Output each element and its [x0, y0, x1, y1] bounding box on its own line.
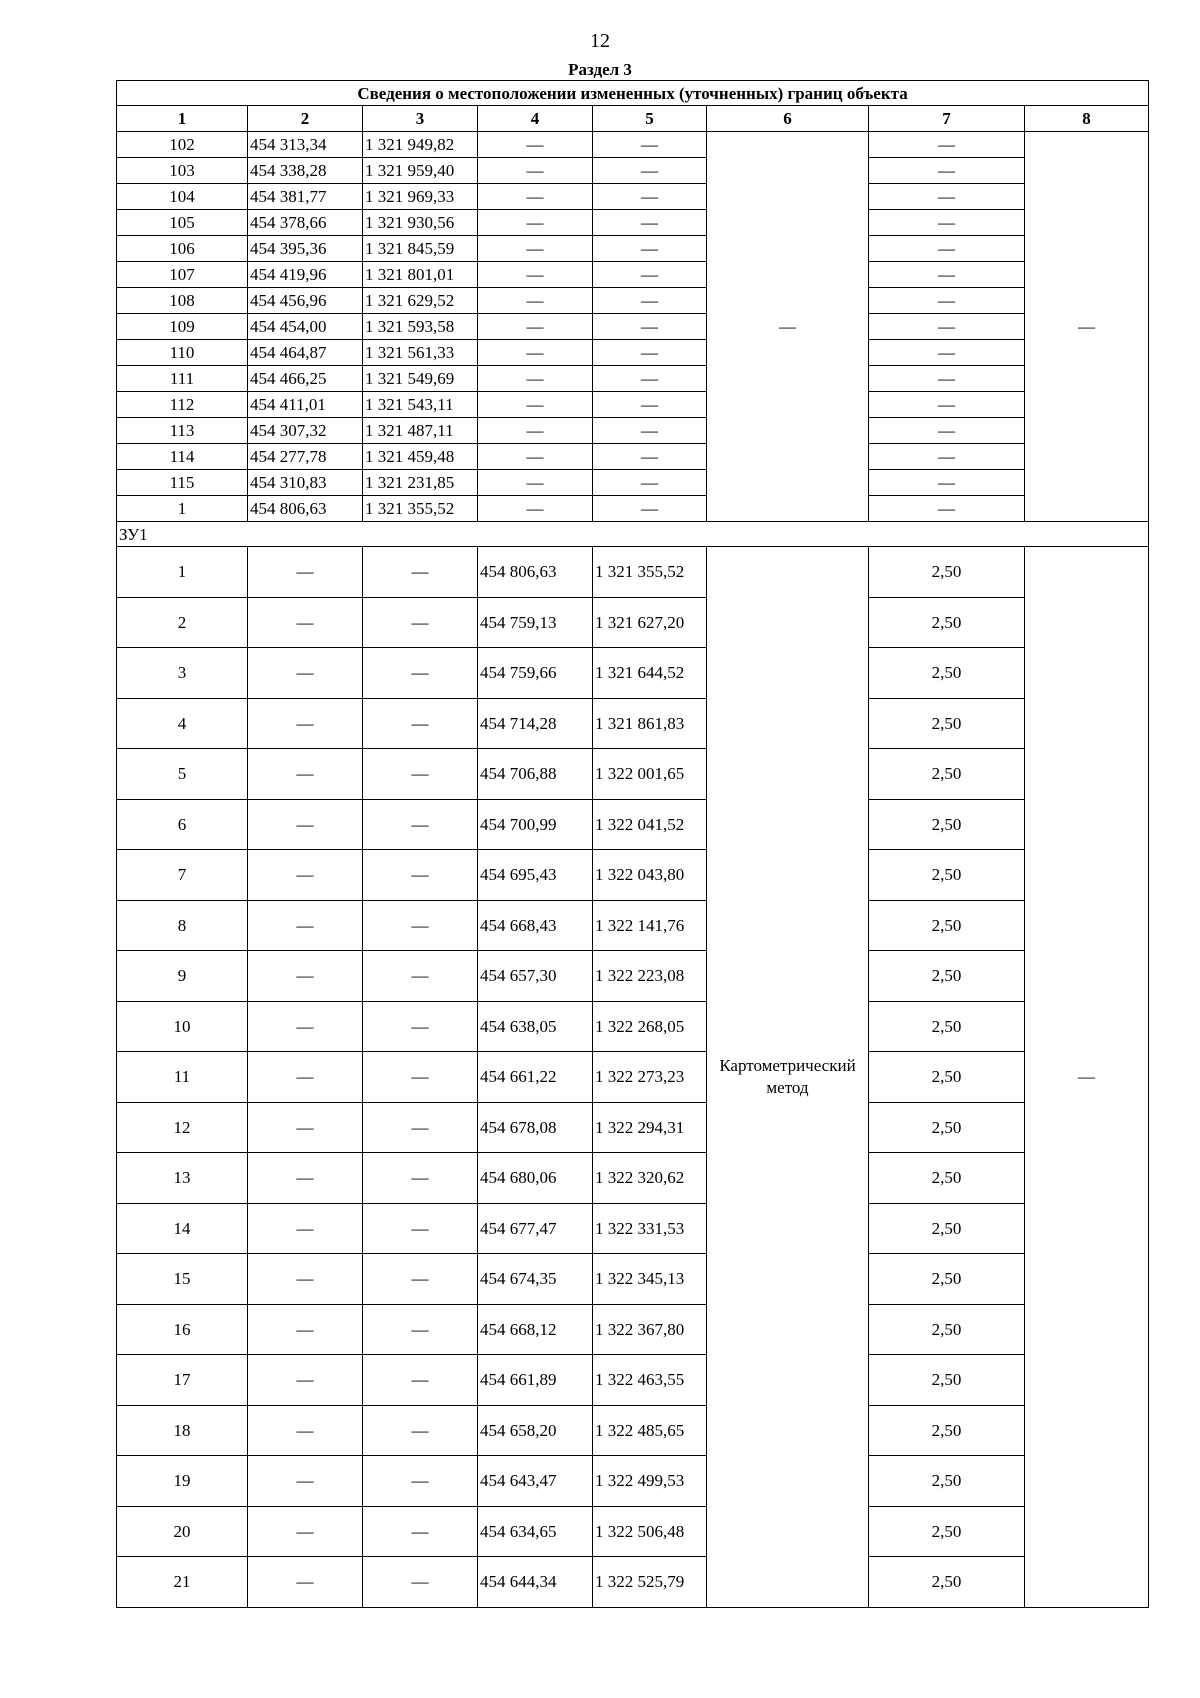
new-x-cell: 454 657,30	[478, 951, 593, 1002]
new-x-cell: 454 706,88	[478, 749, 593, 800]
new-x-cell: —	[478, 288, 593, 314]
y-coordinate-cell: —	[363, 698, 478, 749]
new-x-cell: 454 695,43	[478, 850, 593, 901]
point-number-cell: 9	[117, 951, 248, 1002]
new-y-cell: 1 322 001,65	[593, 749, 707, 800]
table-row	[117, 1405, 1149, 1456]
y-coordinate-cell: 1 321 543,11	[363, 392, 478, 418]
new-y-cell: 1 321 644,52	[593, 648, 707, 699]
new-y-cell: 1 321 355,52	[593, 547, 707, 598]
point-number-cell: 2	[117, 597, 248, 648]
table-row	[117, 850, 1149, 901]
table-row	[117, 1052, 1149, 1103]
y-coordinate-cell: —	[363, 1405, 478, 1456]
y-coordinate-cell: —	[363, 1203, 478, 1254]
y-coordinate-cell: 1 321 629,52	[363, 288, 478, 314]
x-coordinate-cell: 454 310,83	[248, 470, 363, 496]
column-header: 6	[707, 106, 869, 132]
page-number: 12	[590, 30, 610, 52]
new-y-cell: 1 322 223,08	[593, 951, 707, 1002]
y-coordinate-cell: —	[363, 1102, 478, 1153]
x-coordinate-cell: —	[248, 1355, 363, 1406]
point-number-cell: 13	[117, 1153, 248, 1204]
new-y-cell: 1 322 320,62	[593, 1153, 707, 1204]
table-row	[117, 1203, 1149, 1254]
new-y-cell: —	[593, 418, 707, 444]
table-row	[117, 1456, 1149, 1507]
accuracy-cell: —	[869, 392, 1025, 418]
new-x-cell: 454 678,08	[478, 1102, 593, 1153]
new-x-cell: 454 658,20	[478, 1405, 593, 1456]
table-row	[117, 158, 1149, 184]
y-coordinate-cell: 1 321 355,52	[363, 496, 478, 522]
y-coordinate-cell: —	[363, 648, 478, 699]
table-row	[117, 444, 1149, 470]
accuracy-cell: —	[869, 132, 1025, 158]
accuracy-cell: 2,50	[869, 799, 1025, 850]
accuracy-cell: 2,50	[869, 850, 1025, 901]
accuracy-cell: 2,50	[869, 648, 1025, 699]
point-number-cell: 115	[117, 470, 248, 496]
x-coordinate-cell: —	[248, 900, 363, 951]
new-x-cell: —	[478, 158, 593, 184]
point-number-cell: 7	[117, 850, 248, 901]
point-number-cell: 11	[117, 1052, 248, 1103]
new-y-cell: —	[593, 288, 707, 314]
x-coordinate-cell: —	[248, 648, 363, 699]
y-coordinate-cell: —	[363, 1506, 478, 1557]
y-coordinate-cell: —	[363, 1052, 478, 1103]
accuracy-cell: —	[869, 340, 1025, 366]
point-number-cell: 19	[117, 1456, 248, 1507]
point-number-cell: 4	[117, 698, 248, 749]
new-x-cell: 454 638,05	[478, 1001, 593, 1052]
x-coordinate-cell: 454 378,66	[248, 210, 363, 236]
x-coordinate-cell: —	[248, 1405, 363, 1456]
new-x-cell: 454 806,63	[478, 547, 593, 598]
accuracy-cell: 2,50	[869, 1102, 1025, 1153]
y-coordinate-cell: 1 321 549,69	[363, 366, 478, 392]
point-number-cell: 110	[117, 340, 248, 366]
point-number-cell: 12	[117, 1102, 248, 1153]
x-coordinate-cell: 454 277,78	[248, 444, 363, 470]
new-y-cell: 1 322 273,23	[593, 1052, 707, 1103]
x-coordinate-cell: 454 464,87	[248, 340, 363, 366]
section-title: Раздел 3	[568, 60, 632, 79]
column-header: 3	[363, 106, 478, 132]
new-x-cell: —	[478, 392, 593, 418]
description-cell: —	[1025, 547, 1149, 1608]
point-number-cell: 15	[117, 1254, 248, 1305]
point-number-cell: 1	[117, 547, 248, 598]
accuracy-cell: —	[869, 288, 1025, 314]
y-coordinate-cell: 1 321 459,48	[363, 444, 478, 470]
accuracy-cell: —	[869, 366, 1025, 392]
point-number-cell: 107	[117, 262, 248, 288]
x-coordinate-cell: —	[248, 1203, 363, 1254]
new-y-cell: —	[593, 470, 707, 496]
x-coordinate-cell: —	[248, 698, 363, 749]
y-coordinate-cell: 1 321 801,01	[363, 262, 478, 288]
new-x-cell: 454 644,34	[478, 1557, 593, 1608]
new-y-cell: 1 322 525,79	[593, 1557, 707, 1608]
new-y-cell: —	[593, 392, 707, 418]
new-x-cell: —	[478, 470, 593, 496]
point-number-cell: 6	[117, 799, 248, 850]
new-y-cell: 1 322 499,53	[593, 1456, 707, 1507]
accuracy-cell: —	[869, 470, 1025, 496]
y-coordinate-cell: —	[363, 1153, 478, 1204]
new-x-cell: 454 634,65	[478, 1506, 593, 1557]
table-row	[117, 597, 1149, 648]
y-coordinate-cell: —	[363, 1456, 478, 1507]
point-number-cell: 108	[117, 288, 248, 314]
new-y-cell: —	[593, 236, 707, 262]
table-row	[117, 1254, 1149, 1305]
table-row	[117, 1557, 1149, 1608]
x-coordinate-cell: —	[248, 951, 363, 1002]
accuracy-cell: 2,50	[869, 1355, 1025, 1406]
new-x-cell: 454 674,35	[478, 1254, 593, 1305]
y-coordinate-cell: 1 321 231,85	[363, 470, 478, 496]
table-row	[117, 132, 1149, 158]
new-x-cell: 454 759,66	[478, 648, 593, 699]
y-coordinate-cell: —	[363, 900, 478, 951]
new-x-cell: 454 759,13	[478, 597, 593, 648]
accuracy-cell: 2,50	[869, 1153, 1025, 1204]
x-coordinate-cell: —	[248, 597, 363, 648]
new-y-cell: —	[593, 496, 707, 522]
new-y-cell: —	[593, 314, 707, 340]
x-coordinate-cell: 454 456,96	[248, 288, 363, 314]
parcel-label-row	[117, 522, 1149, 547]
table-row	[117, 1001, 1149, 1052]
new-y-cell: 1 322 485,65	[593, 1405, 707, 1456]
x-coordinate-cell: —	[248, 1153, 363, 1204]
table-row	[117, 496, 1149, 522]
y-coordinate-cell: —	[363, 597, 478, 648]
table-row	[117, 749, 1149, 800]
new-y-cell: —	[593, 262, 707, 288]
y-coordinate-cell: —	[363, 1355, 478, 1406]
x-coordinate-cell: —	[248, 1102, 363, 1153]
table-row	[117, 900, 1149, 951]
new-x-cell: 454 661,22	[478, 1052, 593, 1103]
y-coordinate-cell: —	[363, 850, 478, 901]
table-row	[117, 951, 1149, 1002]
new-y-cell: 1 322 463,55	[593, 1355, 707, 1406]
accuracy-cell: 2,50	[869, 749, 1025, 800]
accuracy-cell: 2,50	[869, 698, 1025, 749]
point-number-cell: 21	[117, 1557, 248, 1608]
point-number-cell: 109	[117, 314, 248, 340]
new-y-cell: 1 322 331,53	[593, 1203, 707, 1254]
y-coordinate-cell: 1 321 561,33	[363, 340, 478, 366]
y-coordinate-cell: —	[363, 1304, 478, 1355]
table-row	[117, 262, 1149, 288]
point-number-cell: 14	[117, 1203, 248, 1254]
new-x-cell: —	[478, 184, 593, 210]
x-coordinate-cell: —	[248, 799, 363, 850]
x-coordinate-cell: —	[248, 547, 363, 598]
point-number-cell: 10	[117, 1001, 248, 1052]
x-coordinate-cell: —	[248, 1001, 363, 1052]
accuracy-cell: —	[869, 496, 1025, 522]
table-row	[117, 366, 1149, 392]
accuracy-cell: 2,50	[869, 1254, 1025, 1305]
table-row	[117, 698, 1149, 749]
new-x-cell: 454 700,99	[478, 799, 593, 850]
point-number-cell: 16	[117, 1304, 248, 1355]
x-coordinate-cell: 454 313,34	[248, 132, 363, 158]
boundary-table	[116, 80, 1149, 1608]
new-y-cell: 1 322 506,48	[593, 1506, 707, 1557]
new-x-cell: 454 661,89	[478, 1355, 593, 1406]
table-row	[117, 799, 1149, 850]
table-row	[117, 184, 1149, 210]
y-coordinate-cell: 1 321 845,59	[363, 236, 478, 262]
column-header: 4	[478, 106, 593, 132]
point-number-cell: 1	[117, 496, 248, 522]
new-y-cell: —	[593, 210, 707, 236]
table-row	[117, 210, 1149, 236]
new-y-cell: —	[593, 184, 707, 210]
x-coordinate-cell: —	[248, 1456, 363, 1507]
new-x-cell: —	[478, 444, 593, 470]
new-y-cell: 1 322 141,76	[593, 900, 707, 951]
new-y-cell: —	[593, 158, 707, 184]
table-caption: Сведения о местоположении измененных (уточненных) границ объекта	[117, 81, 1149, 106]
x-coordinate-cell: 454 411,01	[248, 392, 363, 418]
x-coordinate-cell: —	[248, 1052, 363, 1103]
accuracy-cell: 2,50	[869, 1506, 1025, 1557]
accuracy-cell: 2,50	[869, 951, 1025, 1002]
table-row	[117, 340, 1149, 366]
accuracy-cell: 2,50	[869, 1203, 1025, 1254]
new-x-cell: —	[478, 236, 593, 262]
point-number-cell: 8	[117, 900, 248, 951]
new-x-cell: 454 668,43	[478, 900, 593, 951]
x-coordinate-cell: 454 338,28	[248, 158, 363, 184]
y-coordinate-cell: 1 321 949,82	[363, 132, 478, 158]
new-y-cell: —	[593, 340, 707, 366]
accuracy-cell: —	[869, 314, 1025, 340]
accuracy-cell: 2,50	[869, 1557, 1025, 1608]
method-cell: —	[707, 132, 869, 522]
new-x-cell: —	[478, 314, 593, 340]
point-number-cell: 111	[117, 366, 248, 392]
table-row	[117, 392, 1149, 418]
column-header: 2	[248, 106, 363, 132]
point-number-cell: 105	[117, 210, 248, 236]
new-x-cell: —	[478, 418, 593, 444]
accuracy-cell: —	[869, 236, 1025, 262]
x-coordinate-cell: —	[248, 749, 363, 800]
x-coordinate-cell: —	[248, 1506, 363, 1557]
accuracy-cell: —	[869, 158, 1025, 184]
new-y-cell: 1 322 268,05	[593, 1001, 707, 1052]
point-number-cell: 20	[117, 1506, 248, 1557]
new-y-cell: 1 322 367,80	[593, 1304, 707, 1355]
accuracy-cell: 2,50	[869, 1001, 1025, 1052]
accuracy-cell: —	[869, 184, 1025, 210]
new-x-cell: 454 714,28	[478, 698, 593, 749]
column-header: 7	[869, 106, 1025, 132]
accuracy-cell: —	[869, 418, 1025, 444]
point-number-cell: 103	[117, 158, 248, 184]
y-coordinate-cell: 1 321 593,58	[363, 314, 478, 340]
x-coordinate-cell: 454 395,36	[248, 236, 363, 262]
y-coordinate-cell: —	[363, 1557, 478, 1608]
new-x-cell: 454 677,47	[478, 1203, 593, 1254]
table-row	[117, 1355, 1149, 1406]
x-coordinate-cell: 454 466,25	[248, 366, 363, 392]
x-coordinate-cell: —	[248, 1254, 363, 1305]
new-x-cell: —	[478, 210, 593, 236]
point-number-cell: 114	[117, 444, 248, 470]
column-header-row	[117, 106, 1149, 132]
new-y-cell: —	[593, 132, 707, 158]
new-x-cell: —	[478, 340, 593, 366]
new-x-cell: —	[478, 366, 593, 392]
method-cell: Картометрический метод	[707, 547, 869, 1608]
point-number-cell: 113	[117, 418, 248, 444]
y-coordinate-cell: —	[363, 799, 478, 850]
x-coordinate-cell: 454 419,96	[248, 262, 363, 288]
point-number-cell: 18	[117, 1405, 248, 1456]
accuracy-cell: 2,50	[869, 597, 1025, 648]
table-row	[117, 1153, 1149, 1204]
accuracy-cell: —	[869, 444, 1025, 470]
table-row	[117, 418, 1149, 444]
table-row	[117, 648, 1149, 699]
table-row	[117, 1506, 1149, 1557]
y-coordinate-cell: 1 321 959,40	[363, 158, 478, 184]
column-header: 1	[117, 106, 248, 132]
accuracy-cell: 2,50	[869, 1405, 1025, 1456]
point-number-cell: 3	[117, 648, 248, 699]
y-coordinate-cell: 1 321 487,11	[363, 418, 478, 444]
table-row	[117, 1304, 1149, 1355]
y-coordinate-cell: —	[363, 547, 478, 598]
x-coordinate-cell: —	[248, 1304, 363, 1355]
parcel-label: ЗУ1	[117, 522, 1149, 547]
new-x-cell: 454 643,47	[478, 1456, 593, 1507]
y-coordinate-cell: —	[363, 1001, 478, 1052]
description-cell: —	[1025, 132, 1149, 522]
column-header: 5	[593, 106, 707, 132]
x-coordinate-cell: —	[248, 1557, 363, 1608]
new-y-cell: —	[593, 366, 707, 392]
accuracy-cell: —	[869, 262, 1025, 288]
x-coordinate-cell: —	[248, 850, 363, 901]
new-x-cell: —	[478, 132, 593, 158]
new-y-cell: 1 322 043,80	[593, 850, 707, 901]
accuracy-cell: 2,50	[869, 1052, 1025, 1103]
accuracy-cell: 2,50	[869, 547, 1025, 598]
table-row	[117, 288, 1149, 314]
new-y-cell: 1 322 041,52	[593, 799, 707, 850]
new-y-cell: 1 322 294,31	[593, 1102, 707, 1153]
new-x-cell: 454 668,12	[478, 1304, 593, 1355]
point-number-cell: 104	[117, 184, 248, 210]
accuracy-cell: 2,50	[869, 1456, 1025, 1507]
x-coordinate-cell: 454 454,00	[248, 314, 363, 340]
point-number-cell: 102	[117, 132, 248, 158]
point-number-cell: 106	[117, 236, 248, 262]
table-row	[117, 470, 1149, 496]
table-row	[117, 1102, 1149, 1153]
new-x-cell: —	[478, 496, 593, 522]
table-row	[117, 547, 1149, 598]
point-number-cell: 112	[117, 392, 248, 418]
new-y-cell: 1 322 345,13	[593, 1254, 707, 1305]
accuracy-cell: 2,50	[869, 900, 1025, 951]
table-row	[117, 236, 1149, 262]
new-x-cell: —	[478, 262, 593, 288]
table-caption-row	[117, 81, 1149, 106]
x-coordinate-cell: 454 307,32	[248, 418, 363, 444]
column-header: 8	[1025, 106, 1149, 132]
accuracy-cell: 2,50	[869, 1304, 1025, 1355]
new-y-cell: —	[593, 444, 707, 470]
table-row	[117, 314, 1149, 340]
point-number-cell: 5	[117, 749, 248, 800]
new-x-cell: 454 680,06	[478, 1153, 593, 1204]
accuracy-cell: —	[869, 210, 1025, 236]
x-coordinate-cell: 454 806,63	[248, 496, 363, 522]
y-coordinate-cell: 1 321 930,56	[363, 210, 478, 236]
y-coordinate-cell: —	[363, 1254, 478, 1305]
new-y-cell: 1 321 627,20	[593, 597, 707, 648]
y-coordinate-cell: 1 321 969,33	[363, 184, 478, 210]
y-coordinate-cell: —	[363, 749, 478, 800]
new-y-cell: 1 321 861,83	[593, 698, 707, 749]
point-number-cell: 17	[117, 1355, 248, 1406]
y-coordinate-cell: —	[363, 951, 478, 1002]
x-coordinate-cell: 454 381,77	[248, 184, 363, 210]
